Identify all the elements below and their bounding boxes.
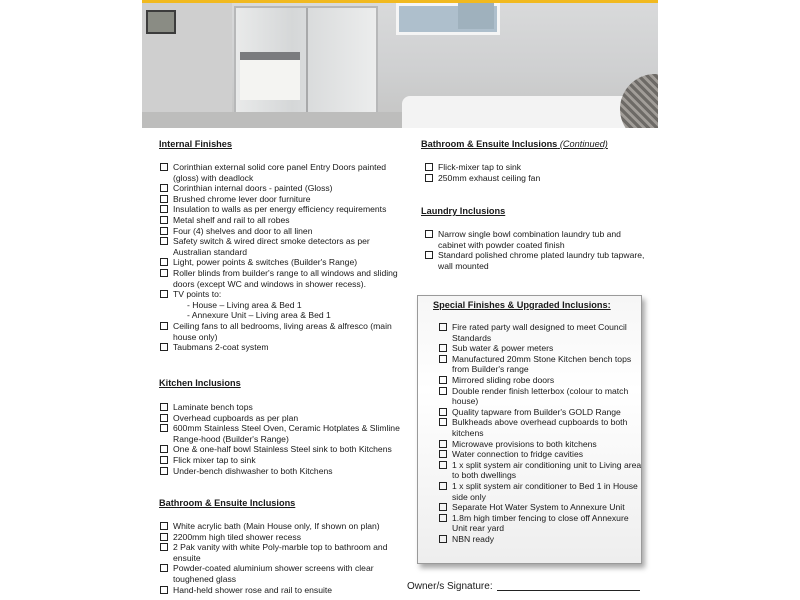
checklist-item-text: Unit rear yard bbox=[452, 523, 505, 534]
checkbox-icon[interactable] bbox=[439, 514, 447, 522]
checklist-item bbox=[439, 502, 641, 513]
checklist-item-text: 250mm exhaust ceiling fan bbox=[438, 172, 541, 183]
checklist-item bbox=[160, 236, 398, 257]
checkbox-icon[interactable] bbox=[160, 343, 168, 351]
checklist-item-text: Quality tapware from Builder's GOLD Range bbox=[452, 406, 621, 417]
checkbox-icon[interactable] bbox=[160, 195, 168, 203]
checkbox-icon[interactable] bbox=[160, 227, 168, 235]
checkbox-icon[interactable] bbox=[439, 323, 447, 331]
checklist-item bbox=[160, 585, 387, 596]
special-finishes-list bbox=[439, 322, 641, 544]
checkbox-icon[interactable] bbox=[160, 322, 168, 330]
checkbox-icon[interactable] bbox=[439, 344, 447, 352]
checklist-item-text: kitchens bbox=[452, 427, 484, 438]
checklist-item-text: - House – Living area & Bed 1 bbox=[187, 299, 302, 310]
checklist-item-text: Safety switch & wired direct smoke detectors as per bbox=[173, 236, 370, 247]
checklist-item-text: Microwave provisions to both kitchens bbox=[452, 438, 597, 449]
checklist-item-text: Laminate bench tops bbox=[173, 402, 253, 412]
checklist-item bbox=[439, 386, 641, 407]
checklist-item-text: (gloss) with deadlock bbox=[173, 172, 254, 183]
checklist-item-text: Hand-held shower rose and rail to ensuite bbox=[173, 584, 333, 595]
wall-art bbox=[146, 10, 176, 34]
checkbox-icon[interactable] bbox=[160, 237, 168, 245]
checkbox-icon[interactable] bbox=[160, 445, 168, 453]
checklist-item bbox=[425, 162, 540, 173]
bathroom-inclusions-heading: Bathroom & Ensuite Inclusions bbox=[159, 498, 296, 508]
checkbox-icon[interactable] bbox=[160, 522, 168, 530]
checkbox-icon[interactable] bbox=[439, 408, 447, 416]
signature-label: Owner/s Signature: bbox=[407, 581, 493, 592]
checklist-item bbox=[439, 354, 641, 375]
checklist-item-text: house) bbox=[452, 396, 479, 407]
checkbox-icon[interactable] bbox=[425, 230, 433, 238]
checklist-item bbox=[160, 466, 400, 477]
checkbox-icon[interactable] bbox=[425, 163, 433, 171]
checklist-item-text: Insulation to walls as per energy efficiency requirements bbox=[173, 204, 387, 215]
checklist-item-text: Bulkheads above overhead cupboards to both bbox=[452, 417, 628, 428]
checklist-item bbox=[160, 268, 398, 289]
checklist-item-text: Light, power points & switches (Builder's Range) bbox=[173, 257, 358, 268]
checklist-item bbox=[439, 417, 641, 438]
checkbox-icon[interactable] bbox=[160, 216, 168, 224]
checklist-item-text: Fire rated party wall designed to meet Council bbox=[452, 322, 627, 332]
checkbox-icon[interactable] bbox=[425, 251, 433, 259]
checklist-item bbox=[160, 423, 400, 444]
checklist-item-text: doors (except WC and windows in shower recess). bbox=[173, 278, 366, 289]
checkbox-icon[interactable] bbox=[160, 258, 168, 266]
checklist-item-text: side only bbox=[452, 491, 486, 502]
checklist-item-text: Australian standard bbox=[173, 246, 248, 257]
checklist-item bbox=[160, 257, 398, 268]
checklist-item-text: toughened glass bbox=[173, 573, 237, 584]
checklist-item bbox=[439, 534, 641, 545]
checkbox-icon[interactable] bbox=[160, 586, 168, 594]
checklist-item-text: 2200mm high tiled shower recess bbox=[173, 531, 302, 542]
special-finishes-heading: Special Finishes & Upgraded Inclusions: bbox=[433, 300, 611, 310]
checklist-item-text: house only) bbox=[173, 331, 218, 342]
checklist-item-text: Water connection to fridge cavities bbox=[452, 449, 584, 460]
checklist-item-text: Ceiling fans to all bedrooms, living areas & alfresco (main bbox=[173, 320, 392, 331]
checklist-item bbox=[160, 183, 398, 194]
checkbox-icon[interactable] bbox=[160, 403, 168, 411]
checklist-item bbox=[160, 204, 398, 215]
checklist-item bbox=[439, 375, 641, 386]
checklist-item-text: Taubmans 2-coat system bbox=[173, 342, 269, 353]
checkbox-icon[interactable] bbox=[439, 387, 447, 395]
continued-suffix: (Continued) bbox=[559, 139, 608, 149]
checklist-item-text: Brushed chrome lever door furniture bbox=[173, 193, 311, 204]
checklist-item-text: Separate Hot Water System to Annexure Unit bbox=[452, 502, 625, 513]
checklist-item bbox=[160, 215, 398, 226]
checklist-item bbox=[425, 250, 644, 271]
checklist-item bbox=[160, 563, 387, 584]
checklist-item-text: Narrow single bowl combination laundry tub and bbox=[438, 229, 621, 239]
checkbox-icon[interactable] bbox=[160, 543, 168, 551]
checklist-item bbox=[439, 322, 641, 343]
checklist-item-text: wall mounted bbox=[438, 260, 489, 271]
checkbox-icon[interactable] bbox=[160, 424, 168, 432]
bedroom-photo bbox=[142, 0, 658, 128]
signature-line[interactable] bbox=[497, 590, 640, 591]
checkbox-icon[interactable] bbox=[439, 440, 447, 448]
checklist-item-text: Corinthian internal doors - painted (Gloss) bbox=[173, 183, 333, 194]
checklist-item bbox=[439, 481, 641, 502]
checklist-item-text: cabinet with powder coated finish bbox=[438, 239, 565, 250]
checklist-item bbox=[160, 542, 387, 563]
checklist-item bbox=[439, 343, 641, 354]
checklist-item-text: 600mm Stainless Steel Oven, Ceramic Hotplates & Slimline bbox=[173, 423, 400, 434]
bathroom-inclusions-list bbox=[160, 521, 387, 595]
internal-finishes-list bbox=[160, 162, 398, 353]
checklist-item-text: ensuite bbox=[173, 552, 201, 563]
checkbox-icon[interactable] bbox=[160, 456, 168, 464]
checklist-item-text: Overhead cupboards as per plan bbox=[173, 412, 299, 423]
checkbox-icon[interactable] bbox=[160, 467, 168, 475]
kitchen-inclusions-heading: Kitchen Inclusions bbox=[159, 378, 241, 388]
checkbox-icon[interactable] bbox=[439, 376, 447, 384]
checkbox-icon[interactable] bbox=[439, 461, 447, 469]
checklist-item bbox=[160, 321, 398, 342]
checklist-item-text: 2 Pak vanity with white Poly-marble top to bathroom and bbox=[173, 542, 388, 553]
checklist-item bbox=[439, 460, 641, 481]
checkbox-icon[interactable] bbox=[425, 174, 433, 182]
window-pane bbox=[458, 3, 494, 29]
owner-signature bbox=[407, 581, 640, 592]
checkbox-icon[interactable] bbox=[160, 205, 168, 213]
checklist-item-text: NBN ready bbox=[452, 533, 495, 544]
checklist-item-text: 1.8m high timber fencing to close off Annexure bbox=[452, 512, 629, 523]
checklist-item-text: Corinthian external solid core panel Entry Doors painted bbox=[173, 162, 387, 172]
checkbox-icon[interactable] bbox=[160, 163, 168, 171]
bathroom-continued-title: Bathroom & Ensuite Inclusions bbox=[421, 139, 558, 149]
checkbox-icon[interactable] bbox=[160, 533, 168, 541]
checkbox-icon[interactable] bbox=[160, 414, 168, 422]
bed-reflection bbox=[240, 52, 300, 100]
checklist-item bbox=[160, 521, 387, 532]
laundry-inclusions-list bbox=[425, 229, 644, 271]
checklist-item bbox=[160, 455, 400, 466]
checklist-item-text: from Builder's range bbox=[452, 364, 529, 375]
checklist-item-text: One & one-half bowl Stainless Steel sink to both Kitchens bbox=[173, 444, 392, 455]
checklist-item-text: Flick-mixer tap to sink bbox=[438, 162, 522, 172]
checkbox-icon[interactable] bbox=[160, 269, 168, 277]
bathroom-continued-list bbox=[425, 162, 540, 183]
bathroom-continued-heading bbox=[421, 139, 608, 149]
checklist-item bbox=[160, 310, 398, 321]
floor bbox=[142, 112, 402, 128]
checklist-item bbox=[160, 226, 398, 237]
checklist-item-text: Double render finish letterbox (colour to match bbox=[452, 385, 629, 396]
checklist-item bbox=[160, 444, 400, 455]
checklist-item bbox=[160, 413, 400, 424]
checklist-item-text: Standards bbox=[452, 332, 492, 343]
checklist-item-text: Metal shelf and rail to all robes bbox=[173, 214, 290, 225]
checklist-item bbox=[425, 173, 540, 184]
checklist-item-text: Roller blinds from builder's range to all windows and sliding bbox=[173, 267, 398, 278]
checklist-item bbox=[160, 342, 398, 353]
checkbox-icon[interactable] bbox=[160, 184, 168, 192]
checkbox-icon[interactable] bbox=[160, 564, 168, 572]
checklist-item-text: Four (4) shelves and door to all linen bbox=[173, 225, 313, 236]
checklist-item-text: - Annexure Unit – Living area & Bed 1 bbox=[187, 310, 331, 321]
checklist-item bbox=[160, 300, 398, 311]
checklist-item bbox=[160, 402, 400, 413]
kitchen-inclusions-list bbox=[160, 402, 400, 476]
checklist-item-text: White acrylic bath (Main House only, If shown on plan) bbox=[173, 521, 380, 531]
checkbox-icon[interactable] bbox=[439, 450, 447, 458]
checklist-item-text: Flick mixer tap to sink bbox=[173, 454, 256, 465]
checklist-item bbox=[160, 194, 398, 205]
checklist-item bbox=[439, 449, 641, 460]
checklist-item bbox=[439, 513, 641, 534]
checklist-item-text: Sub water & power meters bbox=[452, 343, 554, 354]
checklist-item bbox=[425, 229, 644, 250]
checkbox-icon[interactable] bbox=[439, 535, 447, 543]
checklist-item-text: Standard polished chrome plated laundry tub tapware, bbox=[438, 250, 645, 261]
checklist-item-text: Under-bench dishwasher to both Kitchens bbox=[173, 465, 333, 476]
checklist-item-text: Manufactured 20mm Stone Kitchen bench tops bbox=[452, 353, 632, 364]
checklist-item-text: 1 x split system air conditioning unit to Living area bbox=[452, 459, 642, 470]
checklist-item bbox=[160, 162, 398, 183]
checklist-item bbox=[439, 407, 641, 418]
checklist-item bbox=[439, 439, 641, 450]
laundry-inclusions-heading: Laundry Inclusions bbox=[421, 206, 506, 216]
checklist-item-text: Mirrored sliding robe doors bbox=[452, 374, 555, 385]
checkbox-icon[interactable] bbox=[439, 355, 447, 363]
checklist-item bbox=[160, 532, 387, 543]
checklist-item-text: Range-hood (Builder's Range) bbox=[173, 433, 289, 444]
checkbox-icon[interactable] bbox=[439, 482, 447, 490]
checklist-item-text: 1 x split system air conditioner to Bed 1 in House bbox=[452, 480, 638, 491]
checklist-item-text: Powder-coated aluminium shower screens with clear bbox=[173, 563, 374, 574]
checkbox-icon[interactable] bbox=[439, 503, 447, 511]
checkbox-icon[interactable] bbox=[439, 418, 447, 426]
internal-finishes-heading: Internal Finishes bbox=[159, 139, 233, 149]
wicker-chair bbox=[620, 74, 658, 128]
checklist-item bbox=[160, 289, 398, 300]
checklist-item-text: TV points to: bbox=[173, 289, 222, 300]
checkbox-icon[interactable] bbox=[160, 290, 168, 298]
checklist-item-text: to both dwellings bbox=[452, 470, 517, 481]
